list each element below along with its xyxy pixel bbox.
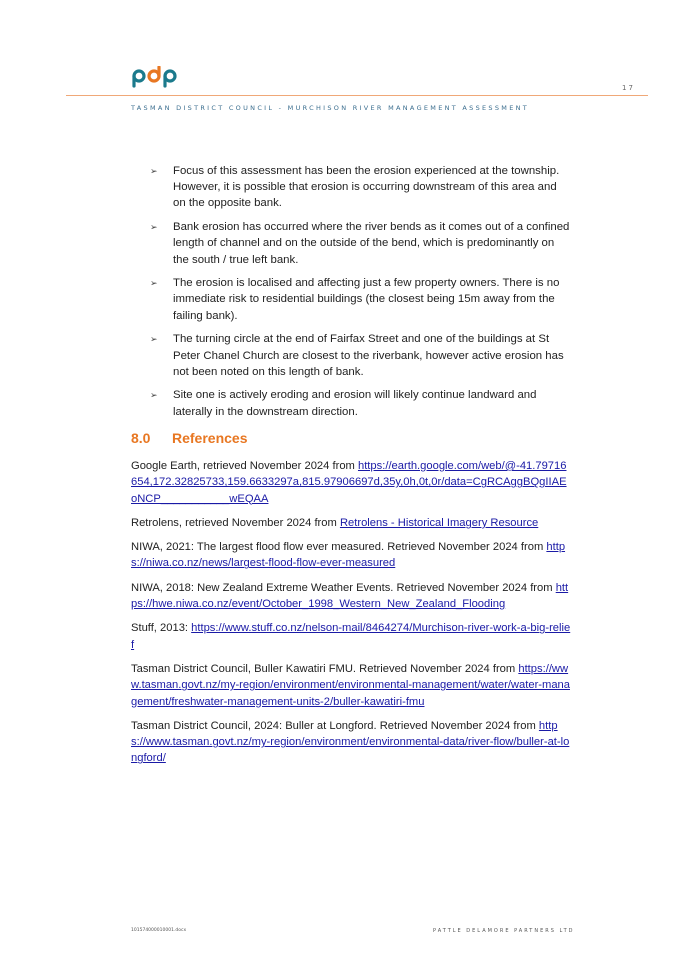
reference-link[interactable]: https://hwe.niwa.co.nz/event/October_1998_Western_New_Zealand_Flooding (131, 581, 569, 611)
section-number: 8.0 (131, 430, 151, 446)
footer-doc-id: 101574000010001.docx (131, 928, 187, 933)
list-item-text: Bank erosion has occurred where the river bends as it comes out of a confined length of channel and on the outside of the bend, which is predominantly on the south / true left bank. (173, 221, 570, 266)
reference-text: Google Earth, retrieved November 2024 from (131, 460, 358, 472)
reference-link[interactable]: https://www.tasman.govt.nz/my-region/environment/environmental-data/river-flow/buller-at-longford/ (131, 719, 570, 765)
reference-link[interactable]: https://www.tasman.govt.nz/my-region/environment/environmental-management/water/water-management/freshwater-management-units-2/buller-kawatiri-fmu (131, 662, 570, 708)
list-item (150, 163, 570, 212)
reference-entry (131, 580, 571, 613)
reference-entry (131, 661, 571, 710)
reference-text: NIWA, 2018: New Zealand Extreme Weather Events. Retrieved November 2024 from (131, 581, 556, 594)
reference-text: Tasman District Council, 2024: Buller at Longford. Retrieved November 2024 from (131, 719, 539, 732)
reference-entry (131, 718, 571, 767)
list-item-text: The erosion is localised and affecting just a few property owners. There is no immediate risk to residential buildings (the closest being 15m away from the failing bank). (173, 277, 560, 322)
page-number: 17 (622, 84, 635, 92)
list-item (150, 387, 570, 419)
arrow-bullet-icon: ➢ (150, 278, 158, 289)
list-item (150, 275, 570, 324)
findings-list (150, 163, 570, 427)
running-header: TASMAN DISTRICT COUNCIL - MURCHISON RIVER MANAGEMENT ASSESSMENT (131, 104, 530, 112)
reference-text: NIWA, 2021: The largest flood flow ever measured. Retrieved November 2024 from (131, 541, 547, 554)
arrow-bullet-icon: ➢ (150, 222, 158, 233)
list-item (150, 331, 570, 380)
list-item-text: The turning circle at the end of Fairfax Street and one of the buildings at St Peter Chanel Church are closest to the riverbank, however active erosion has not been noted on this length of bank. (173, 333, 564, 378)
section-heading (131, 430, 248, 446)
footer-company: PATTLE DELAMORE PARTNERS LTD (433, 928, 575, 934)
reference-entry (131, 515, 571, 531)
reference-text: Tasman District Council, Buller Kawatiri FMU. Retrieved November 2024 from (131, 662, 519, 675)
arrow-bullet-icon: ➢ (150, 390, 158, 401)
list-item (150, 219, 570, 268)
reference-entry (131, 539, 571, 572)
arrow-bullet-icon: ➢ (150, 334, 158, 345)
reference-entry (131, 458, 571, 507)
reference-link[interactable]: Retrolens - Historical Imagery Resource (339, 516, 539, 529)
reference-link[interactable]: https://niwa.co.nz/news/largest-flood-flow-ever-measured (131, 541, 566, 570)
references-list (131, 458, 571, 775)
reference-text: Stuff, 2013: (131, 622, 192, 635)
reference-link[interactable]: https://www.stuff.co.nz/nelson-mail/8464274/Murchison-river-work-a-big-relief (131, 622, 571, 651)
section-title: References (172, 430, 248, 446)
arrow-bullet-icon: ➢ (150, 166, 158, 176)
reference-text: Retrolens, retrieved November 2024 from (131, 516, 340, 529)
header-divider (66, 95, 648, 96)
list-item-text: Site one is actively eroding and erosion will likely continue landward and laterally in the downstream direction. (173, 389, 537, 418)
list-item-text: Focus of this assessment has been the erosion experienced at the township. However, it is possible that erosion is occurring downstream of this area and on the opposite bank. (173, 165, 560, 210)
reference-entry (131, 620, 571, 653)
pdp-logo (131, 66, 179, 88)
reference-link[interactable]: https://earth.google.com/web/@-41.79716654,172.32825733,159.6633297a,815.97906697d,35y,0h,0t,0r/data=CgRCAggBQgIIAEoNCP___________wEQAA (131, 460, 567, 505)
